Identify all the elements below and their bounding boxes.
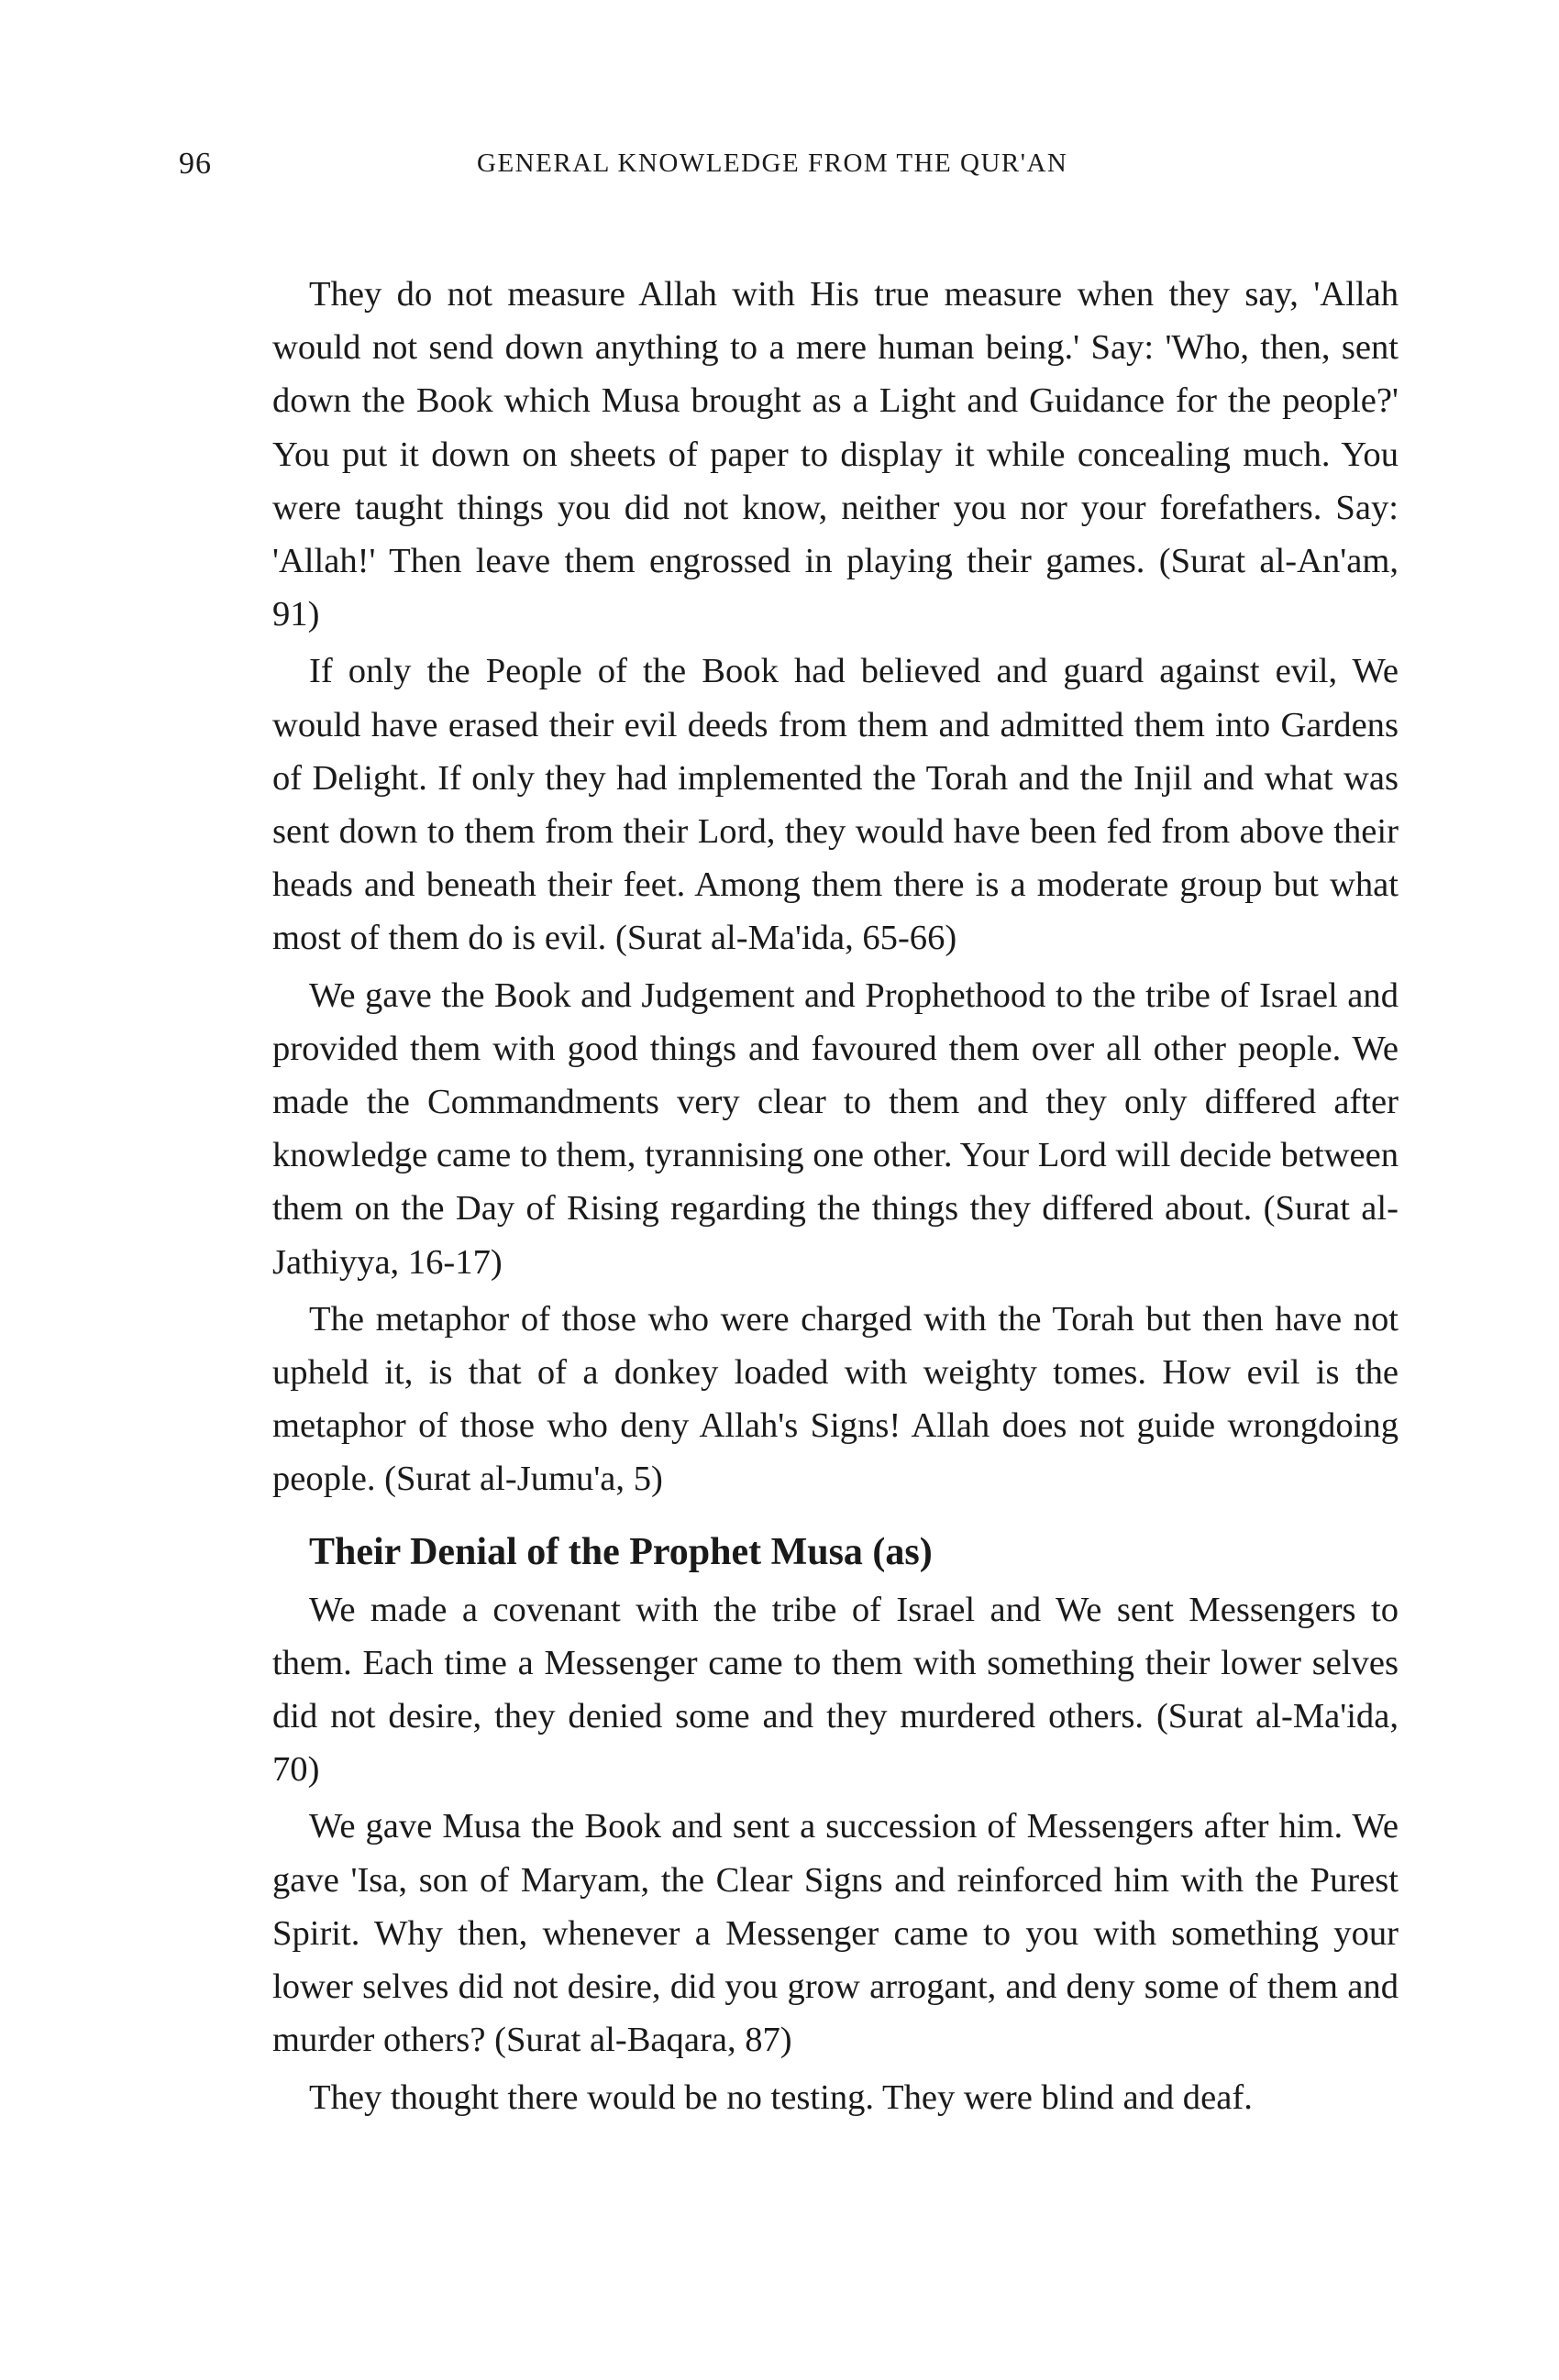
body-text bbox=[272, 268, 1399, 2128]
paragraph-ma-ida-65-66: If only the People of the Book had believed and guard against evil, We would have erased their evil deeds from them and admitted them into Gardens of Delight. If only they had implemented the Torah and the Injil and what was sent down to them from their Lord, they would have been fed from above their heads and beneath their feet. Among them there is a moderate group but what most of them do is evil. (Surat al-Ma'ida, 65-66) bbox=[272, 652, 1399, 958]
paragraph-testing: They thought there would be no testing. They were blind and deaf. bbox=[309, 2077, 1253, 2117]
paragraph-jathiyya-16-17: We gave the Book and Judgement and Prophethood to the tribe of Israel and provided them with good things and favoured them over all other people. We made the Commandments very clear to them and they only differed after knowledge came to them, tyrannising one other. Your Lord will decide between them on the Day of Rising regarding the things they differed about. (Surat al-Jathiyya, 16-17) bbox=[272, 975, 1399, 1282]
paragraph-baqara-87: We gave Musa the Book and sent a succession of Messengers after him. We gave 'Isa, son of Maryam, the Clear Signs and reinforced him with the Purest Spirit. Why then, whenever a Messenger came to you with something your lower selves did not desire, did you grow arrogant, and deny some of them and murder others? (Surat al-Baqara, 87) bbox=[272, 1807, 1399, 2060]
paragraph-ma-ida-70: We made a covenant with the tribe of Israel and We sent Messengers to them. Each time a Messenger came to them with something their lower selves did not desire, they denied some and they murdered others. (Surat al-Ma'ida, 70) bbox=[272, 1590, 1399, 1790]
paragraph-jumu-a-5: The metaphor of those who were charged with the Torah but then have not upheld it, is that of a donkey loaded with weighty tomes. How evil is the metaphor of those who deny Allah's Signs! Allah does not guide wrongdoing people. (Surat al-Jumu'a, 5) bbox=[272, 1299, 1399, 1499]
paragraph-an-am-91: They do not measure Allah with His true measure when they say, 'Allah would not send down anything to a mere human being.' Say: 'Who, then, sent down the Book which Musa brought as a Light and Guidance for the people?' You put it down on sheets of paper to display it while concealing much. You were taught things you did not know, neither you nor your forefathers. Say: 'Allah!' Then leave them engrossed in playing their games. (Surat al-An'am, 91) bbox=[272, 275, 1399, 634]
running-title: GENERAL KNOWLEDGE FROM THE QUR'AN bbox=[477, 149, 1068, 178]
page-number: 96 bbox=[179, 147, 212, 181]
section-heading: Their Denial of the Prophet Musa (as) bbox=[309, 1530, 933, 1573]
running-head bbox=[179, 147, 1412, 193]
